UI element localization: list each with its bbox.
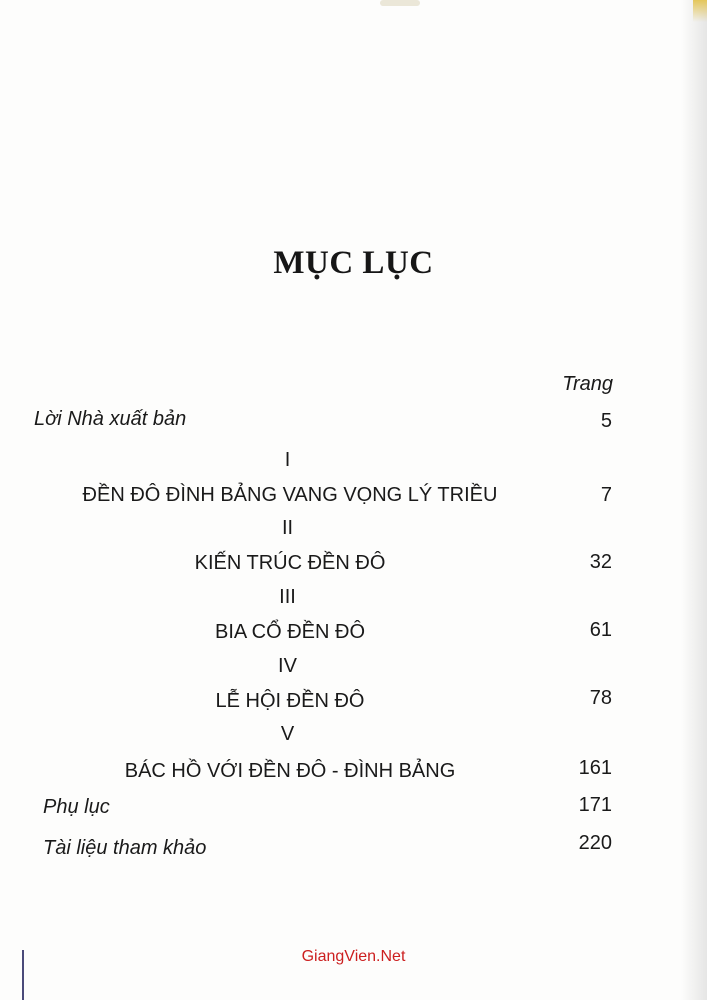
- footer-watermark[interactable]: GiangVien.Net: [301, 948, 406, 965]
- toc-page-references: 220: [578, 832, 612, 854]
- page-edge-shadow: [681, 0, 707, 1000]
- chapter-number-4: IV: [278, 655, 297, 677]
- chapter-number-2: II: [281, 517, 294, 539]
- toc-page-appendix: 171: [578, 794, 612, 816]
- toc-entry-chapter-3[interactable]: BIA CỔ ĐỀN ĐÔ: [214, 621, 366, 643]
- toc-page-preface: 5: [600, 410, 612, 432]
- toc-entry-chapter-4[interactable]: LỄ HỘI ĐỀN ĐÔ: [215, 690, 365, 712]
- chapter-number-3: III: [279, 586, 296, 608]
- top-smudge: [380, 0, 420, 6]
- toc-entry-chapter-1[interactable]: ĐỀN ĐÔ ĐÌNH BẢNG VANG VỌNG LÝ TRIỀU: [82, 484, 498, 506]
- toc-entry-preface[interactable]: Lời Nhà xuất bản: [34, 408, 187, 430]
- page-column-label: Trang: [562, 373, 613, 395]
- toc-page-chapter-3: 61: [589, 619, 612, 641]
- toc-page-chapter-2: 32: [589, 551, 612, 573]
- chapter-number-1: I: [284, 449, 291, 471]
- toc-page-chapter-5: 161: [578, 757, 612, 779]
- page-title: MỤC LỤC: [273, 245, 434, 281]
- toc-page-chapter-4: 78: [589, 687, 612, 709]
- toc-entry-appendix[interactable]: Phụ lục: [43, 796, 110, 818]
- toc-entry-chapter-2[interactable]: KIẾN TRÚC ĐỀN ĐÔ: [194, 552, 386, 574]
- toc-page-chapter-1: 7: [600, 484, 612, 506]
- toc-entry-references[interactable]: Tài liệu tham khảo: [43, 837, 207, 859]
- toc-entry-chapter-5[interactable]: BÁC HỒ VỚI ĐỀN ĐÔ - ĐÌNH BẢNG: [124, 760, 456, 782]
- corner-mark: [693, 0, 707, 22]
- chapter-number-5: V: [280, 723, 295, 745]
